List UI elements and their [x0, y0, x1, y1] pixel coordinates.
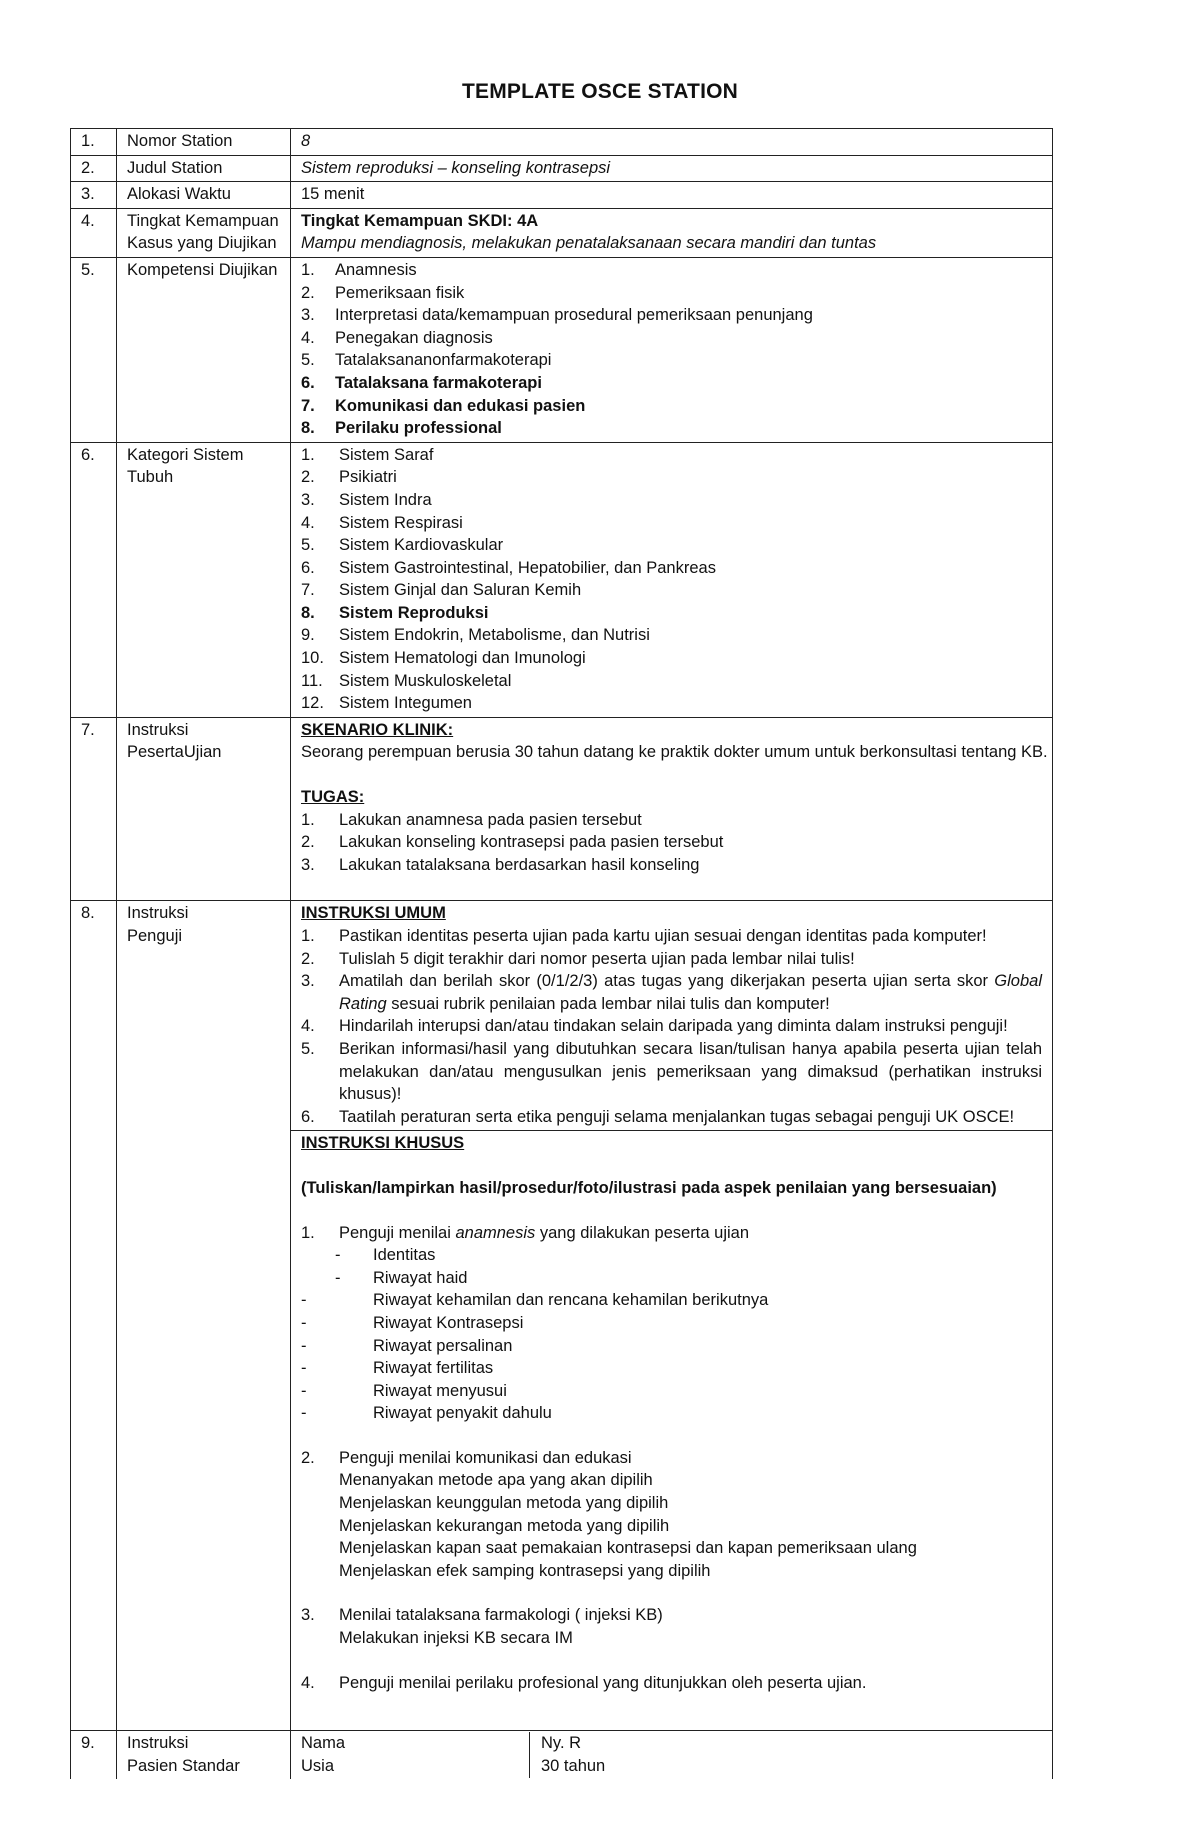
- list-item: 4. Hindarilah interupsi dan/atau tindakan selain daripada yang diminta dalam instruksi penguji!: [301, 1017, 1008, 1036]
- list-item: 10. Sistem Hematologi dan Imunologi: [301, 649, 586, 668]
- list-item: 7. Sistem Ginjal dan Saluran Kemih: [301, 581, 582, 600]
- list-item: 1. Penguji menilai anamnesis yang dilakukan peserta ujian: [301, 1223, 750, 1242]
- list-item: - Riwayat Kontrasepsi: [301, 1313, 524, 1332]
- general-instructions-heading: INSTRUKSI UMUM: [301, 904, 446, 923]
- row-label: [117, 208, 291, 257]
- list-item: 2. Psikiatri: [301, 468, 397, 487]
- row-label-line: Instruksi: [127, 1734, 189, 1753]
- list-item: 1. Lakukan anamnesa pada pasien tersebut: [301, 810, 642, 829]
- list-item: 2. Penguji menilai komunikasi dan edukasi: [301, 1448, 632, 1467]
- list-item: 1. Pastikan identitas peserta ujian pada kartu ujian sesuai dengan identitas pada komputer!: [301, 927, 987, 945]
- list-item: 6. Sistem Gastrointestinal, Hepatobilier, dan Pankreas: [301, 558, 716, 577]
- list-item: 3. Menilai tatalaksana farmakologi ( injeksi KB): [301, 1606, 663, 1625]
- row-number: 2.: [71, 155, 117, 182]
- list-item: 3. Sistem Indra: [301, 490, 432, 509]
- list-item: Menjelaskan kapan saat pemakaian kontrasepsi dan kapan pemeriksaan ulang: [339, 1539, 917, 1558]
- competency-list: [291, 257, 1053, 442]
- row-label-line: Penguji: [127, 927, 183, 945]
- row-label-line: Tubuh: [127, 468, 174, 487]
- scenario-heading: SKENARIO KLINIK:: [301, 720, 454, 739]
- skdi-description: Mampu mendiagnosis, melakukan penatalaksanaan secara mandiri dan tuntas: [301, 234, 877, 253]
- scenario-text: Seorang perempuan berusia 30 tahun datang ke praktik dokter umum untuk berkonsultasi tentang KB.: [301, 743, 1048, 762]
- list-item: Menjelaskan efek samping kontrasepsi yang dipilih: [339, 1561, 711, 1580]
- table-row: [71, 208, 1053, 257]
- patient-field-labels: [301, 1732, 530, 1778]
- list-item: 2. Tulislah 5 digit terakhir dari nomor peserta ujian pada lembar nilai tulis!: [301, 949, 855, 968]
- row-label: [117, 1731, 291, 1780]
- row-label-line: Instruksi: [127, 904, 189, 923]
- list-item: - Riwayat haid: [335, 1268, 468, 1287]
- list-item: 3. Interpretasi data/kemampuan prosedural pemeriksaan penunjang: [301, 306, 813, 325]
- list-item: 8. Sistem Reproduksi: [301, 603, 489, 622]
- row-number: 9.: [71, 1731, 117, 1780]
- list-item: Menjelaskan keunggulan metoda yang dipilih: [339, 1494, 669, 1513]
- patient-name-label: Nama: [301, 1734, 346, 1753]
- list-item: 8. Perilaku professional: [301, 419, 502, 438]
- list-item: 9. Sistem Endokrin, Metabolisme, dan Nutrisi: [301, 626, 650, 645]
- row-label-line: Pasien Standar: [127, 1756, 240, 1775]
- row-label-line: Tingkat Kemampuan: [127, 211, 279, 230]
- list-item: - Riwayat penyakit dahulu: [301, 1404, 552, 1423]
- time-allocation: 15 menit: [291, 182, 1053, 209]
- list-item: 3. Lakukan tatalaksana berdasarkan hasil konseling: [301, 855, 700, 874]
- row-number: 5.: [71, 257, 117, 442]
- task-heading: TUGAS:: [301, 788, 365, 807]
- row-label-line: Instruksi: [127, 720, 189, 739]
- list-item: 1. Sistem Saraf: [301, 445, 434, 464]
- list-item: - Riwayat fertilitas: [301, 1359, 494, 1378]
- row-number: 4.: [71, 208, 117, 257]
- table-row: [71, 717, 1053, 901]
- list-item: 3. Amatilah dan berilah skor (0/1/2/3) atas tugas yang dikerjakan peserta ujian serta skor Global Rating sesuai rubrik penilaian pada lembar nilai tulis dan komputer!: [301, 972, 1042, 1013]
- osce-table: [70, 128, 1053, 1779]
- standard-patient-info: [291, 1731, 1053, 1780]
- list-item: 7. Komunikasi dan edukasi pasien: [301, 396, 586, 415]
- list-item: - Riwayat kehamilan dan rencana kehamilan berikutnya: [301, 1291, 769, 1310]
- list-item: 12. Sistem Integumen: [301, 694, 472, 713]
- row-number: 1.: [71, 129, 117, 156]
- body-system-list: [291, 442, 1053, 717]
- general-instructions: [291, 901, 1053, 1131]
- table-row: [71, 155, 1053, 182]
- table-row: [71, 129, 1053, 156]
- row-label: Judul Station: [117, 155, 291, 182]
- special-instructions: [291, 1131, 1053, 1731]
- row-label: [117, 717, 291, 901]
- table-row: [71, 1731, 1053, 1780]
- list-item: - Riwayat persalinan: [301, 1336, 513, 1355]
- table-row: [71, 257, 1053, 442]
- station-title: Sistem reproduksi – konseling kontrasepsi: [291, 155, 1053, 182]
- page-title: TEMPLATE OSCE STATION: [461, 80, 739, 103]
- list-item: 5. Sistem Kardiovaskular: [301, 536, 504, 555]
- row-label: Alokasi Waktu: [117, 182, 291, 209]
- participant-instructions: [291, 717, 1053, 901]
- row-number: 7.: [71, 717, 117, 901]
- list-item: 11. Sistem Muskuloskeletal: [301, 671, 512, 690]
- list-item: Menanyakan metode apa yang akan dipilih: [339, 1471, 653, 1490]
- list-item: 6. Taatilah peraturan serta etika penguji selama menjalankan tugas sebagai penguji UK OSCE!: [301, 1107, 1015, 1126]
- list-item: Melakukan injeksi KB secara IM: [339, 1629, 573, 1648]
- special-instructions-note: (Tuliskan/lampirkan hasil/prosedur/foto/ilustrasi pada aspek penilaian yang bersesuaian): [301, 1178, 997, 1197]
- row-label: Kompetensi Diujikan: [117, 257, 291, 442]
- list-item: 4. Penguji menilai perilaku profesional yang ditunjukkan oleh peserta ujian.: [301, 1673, 867, 1692]
- table-row: [71, 901, 1053, 1131]
- patient-field-values: [541, 1732, 605, 1777]
- row-label-line: Kategori Sistem: [127, 445, 244, 464]
- row-label-line: Kasus yang Diujikan: [127, 234, 277, 253]
- list-item: - Identitas: [335, 1246, 436, 1265]
- row-number: 6.: [71, 442, 117, 717]
- table-row: [71, 442, 1053, 717]
- row-number: 3.: [71, 182, 117, 209]
- list-item: 6. Tatalaksana farmakoterapi: [301, 373, 542, 392]
- skdi-level: Tingkat Kemampuan SKDI: 4A: [301, 211, 539, 230]
- list-item: 2. Lakukan konseling kontrasepsi pada pasien tersebut: [301, 833, 724, 852]
- list-item: - Riwayat menyusui: [301, 1381, 507, 1400]
- row-label: Nomor Station: [117, 129, 291, 156]
- row-label: [117, 442, 291, 717]
- list-item: 5. Berikan informasi/hasil yang dibutuhkan secara lisan/tulisan hanya apabila peserta ujian telah melakukan dan/atau mengusulkan jenis pemeriksaan yang dimaksud (perhatikan instruksi khusus)!: [301, 1039, 1042, 1104]
- list-item: 2. Pemeriksaan fisik: [301, 283, 465, 302]
- list-item: 1. Anamnesis: [301, 260, 417, 279]
- list-item: 4. Penegakan diagnosis: [301, 328, 493, 347]
- list-item: 5. Tatalaksananonfarmakoterapi: [301, 351, 552, 370]
- list-item: 4. Sistem Respirasi: [301, 513, 463, 532]
- row-number: 8.: [71, 901, 117, 1731]
- table-row: [71, 182, 1053, 209]
- list-item: Menjelaskan kekurangan metoda yang dipilih: [339, 1516, 670, 1535]
- row-label-line: PesertaUjian: [127, 743, 222, 762]
- competency-level: [291, 208, 1053, 257]
- patient-age-value: 30 tahun: [541, 1756, 606, 1775]
- patient-name-value: Ny. R: [541, 1734, 582, 1753]
- station-number: 8: [291, 129, 1053, 156]
- row-label: [117, 901, 291, 1731]
- patient-age-label: Usia: [301, 1756, 335, 1775]
- special-instructions-heading: INSTRUKSI KHUSUS: [301, 1134, 465, 1153]
